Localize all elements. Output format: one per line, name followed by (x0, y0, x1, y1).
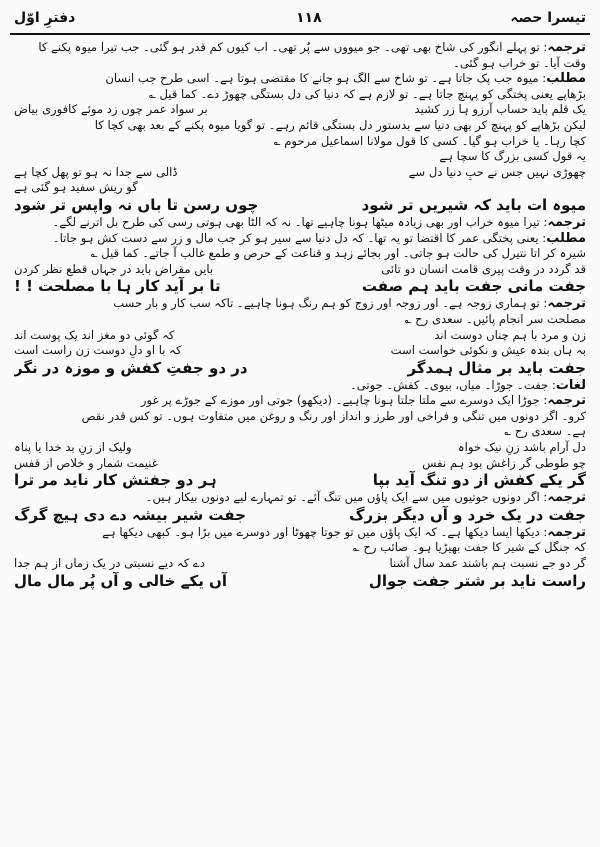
section-heading: مطلب (546, 230, 586, 246)
prose-line (14, 231, 586, 247)
prose-line (14, 296, 586, 312)
line-text: : اگر دونوں جوتیوں میں سے ایک پاؤں میں تنگ آئے۔ تو تمہارے لیے دونوں بیکار ہیں۔ (145, 490, 548, 505)
verse-line (14, 506, 586, 525)
verse-first-hemistich: جفت در یک خرد و آں دیگر بزرگ (349, 505, 586, 524)
verse-second-hemistich: ولیک از زنِ بد خدا یا پناہ (14, 440, 132, 455)
verse-line (14, 456, 586, 472)
verse-first-hemistich: چھوڑی نہیں جس نے حبِ دنیا دل سے (408, 164, 586, 179)
header-left: دفترِ اوّل (14, 10, 76, 26)
line-text: : دیکھا ایسا دیکھا ہے۔ کہ ایک پاؤں میں تو جوتا چھوٹا اور دوسرے میں بڑا ہو۔ کبھی دیکھا ہے (102, 524, 548, 539)
line-text: : تو پہلے انگور کی شاخ بھی تھی۔ جو میووں سے پُر تھی۔ اب کیوں کم قدر ہو گئی۔ جب تیرا میوہ پکنے کا (38, 40, 548, 54)
header-rule (10, 33, 590, 35)
verse-first-hemistich: قد گردد در وقت پیری قامت انسان دو تائی (381, 261, 586, 276)
line-text: شیرہ کر اتا نتیرل کی حالت ہو جاتی۔ اور بجائے زہد و قناعت کے حرص و طمع غالب آ جاتے۔ کما قیل ؎ (90, 246, 586, 261)
line-text: وقت آیا۔ تو خراب ہو گئی۔ (453, 55, 586, 70)
verse-second-hemistich: جفت شیر بیشہ دے دی ہیچ گرگ (14, 505, 246, 524)
prose-line (14, 424, 586, 440)
prose-line (14, 246, 586, 262)
verse-second-hemistich: کہ با او دلِ دوست زن راست است (14, 343, 182, 358)
verse-line (14, 572, 586, 591)
verse-line (14, 556, 586, 572)
verse-first-hemistich: میوہ ات باید کہ شیریں تر شود (361, 195, 586, 214)
verse-first-hemistich: جفت باید بر مثال ہمدگر (407, 358, 586, 377)
line-text: کہ جنگل کے شیر کا جفت بھیڑیا ہو۔ صائب رح ؎ (352, 540, 586, 555)
verse-line (14, 440, 586, 456)
verse-first-hemistich: چو طوطی گر زاغش بود ہم نفس (422, 455, 586, 470)
section-heading: ترجمہ (547, 490, 586, 506)
section-heading: ترجمہ (547, 214, 586, 230)
verse-second-hemistich: آں یکے خالی و آں پُر مال مال (14, 571, 227, 590)
section-heading: لغات (555, 377, 586, 393)
line-text: مصلحت سر انجام پائیں۔ سعدی رح ؎ (404, 311, 586, 326)
verse-second-hemistich: ہر دو جفتش کار ناید مر ترا (14, 471, 217, 490)
line-text: : جوڑا ایک دوسرے سے ملتا جلتا ہونا چاہیے۔ (دیکھو) جوتی اور موزے کے جوڑے پر غور (140, 393, 548, 408)
verse-first-hemistich: یہ قول کسی بزرگ کا سچا ہے (439, 149, 586, 164)
text-body (14, 40, 586, 841)
line-text: : تیرا میوہ خراب اور بھی زیادہ میٹھا ہونا چاہیے تھا۔ نہ کہ الٹا بھی ہوتی رسی کی طرح بل اترنے لگے۔ (52, 214, 548, 229)
verse-second-hemistich: کہ گوئی دو مغز اند یک پوست اند (14, 327, 175, 342)
verse-line (14, 165, 586, 181)
verse-line (14, 328, 586, 344)
line-text: ہے۔ سعدی رح ؎ (504, 424, 586, 439)
verse-first-hemistich: گر یکے کفش از دو تنگ آید بپا (372, 471, 586, 490)
prose-line (14, 40, 586, 56)
verse-line (14, 343, 586, 359)
verse-second-hemistich: تا بر آید کار ہا با مصلحت ! ! (14, 277, 221, 296)
page-number: ۱۱۸ (296, 10, 322, 26)
verse-line (14, 359, 586, 378)
verse-first-hemistich: راست ناید بر شتر جفت جوال (368, 571, 586, 590)
prose-line (14, 409, 586, 425)
line-text: : تو ہماری زوجہ ہے۔ اور زوجہ اور زوج کو ہم رنگ ہونا چاہیے۔ تاکہ سب کار و بار حسب (113, 296, 548, 311)
prose-line (14, 393, 586, 409)
line-text: کچا رہا۔ یا خراب ہو گیا۔ کسی کا قول مولانا اسماعیل مرحوم ؎ (273, 133, 586, 148)
prose-line (14, 540, 586, 556)
prose-line (14, 118, 586, 134)
verse-second-hemistich: غنیمت شمار و خلاص از قفس (14, 455, 158, 470)
verse-second-hemistich: بایں مقراض باید در جہاں قطع نظر کردن (14, 261, 214, 276)
verse-line (14, 149, 586, 165)
verse-second-hemistich: چوں رسن تا باں نہ واپس تر شود (14, 195, 259, 214)
verse-first-hemistich: گر دو جے نسبت ہم باشند عمد سال آشنا (389, 556, 586, 571)
line-text: لیکن بڑھاپے کو پہنچ کر بھی دنیا سے بدستور دل بستگی قائم رہے۔ تو گویا میوہ پکنے کے بعد بھی کچا کا (94, 117, 586, 132)
prose-line (14, 87, 586, 103)
section-heading: مطلب (546, 71, 586, 87)
verse-second-hemistich: گو ریش سفید ہو گئی ہے (14, 180, 138, 195)
verse-first-hemistich: زن و مرد با ہم چناں دوست اند (434, 327, 586, 342)
verse-line (14, 196, 586, 215)
line-text: کرو۔ اگر دونوں میں تنگی و فراخی اور طرز و انداز اور رنگ و روغن میں متفاوت ہوں۔ تو کس قدر نقص (81, 408, 586, 423)
section-heading: ترجمہ (547, 40, 586, 55)
prose-line (14, 312, 586, 328)
prose-line (14, 525, 586, 541)
prose-line (14, 56, 586, 72)
section-heading: ترجمہ (547, 524, 586, 540)
line-text: : جفت۔ جوڑا۔ میاں، بیوی۔ کفش۔ جوتی۔ (349, 377, 556, 392)
prose-line (14, 71, 586, 87)
verse-first-hemistich: دل آرام باشد زنِ نیک خواہ (457, 440, 586, 455)
verse-line (14, 102, 586, 118)
header-right: تیسرا حصہ (510, 10, 586, 26)
verse-first-hemistich: جفت مانی جفت باید ہم صفت (361, 277, 586, 296)
prose-line (14, 378, 586, 394)
verse-second-hemistich: دے کہ دیے نسبتی در یک زماں از ہم جدا (14, 556, 205, 571)
prose-line (14, 490, 586, 506)
verse-line (14, 471, 586, 490)
line-text: : میوہ جب پک جاتا ہے۔ تو شاخ سے الگ ہو جانے کا مقتضی ہوتا ہے۔ اسی طرح جب انسان (105, 71, 547, 86)
verse-line (14, 262, 586, 278)
verse-line (14, 277, 586, 296)
line-text: بڑھاپے یعنی پختگی کو پہنچ جاتا ہے۔ تو لازم ہے کہ دنیا کی دل بستگی چھوڑ دے۔ کما قیل ؎ (149, 86, 586, 101)
prose-line (14, 215, 586, 231)
verse-first-hemistich: یک قلم باید حساب آرزو ہا زر کشید (414, 102, 586, 117)
verse-second-hemistich: در دو جفتِ کفش و موزہ در نگر (14, 358, 248, 377)
verse-second-hemistich: بر سواد عمر چوں زد موئے کافوری بیاض (14, 102, 208, 117)
verse-second-hemistich: ڈالی سے جدا نہ ہو تو پھل کچا ہے (14, 164, 178, 179)
verse-first-hemistich: بہ ہاں بندہ عیش و نکوئی خواست است (390, 343, 586, 358)
line-text: : یعنی پختگی عمر کا اقتضا تو یہ تھا۔ کہ دل دنیا سے سیر ہو کر جب مال و زر سے دست کش ہو جاتا۔ (52, 230, 547, 245)
section-heading: ترجمہ (547, 296, 586, 312)
verse-line (14, 180, 586, 196)
prose-line (14, 134, 586, 150)
section-heading: ترجمہ (547, 393, 586, 409)
